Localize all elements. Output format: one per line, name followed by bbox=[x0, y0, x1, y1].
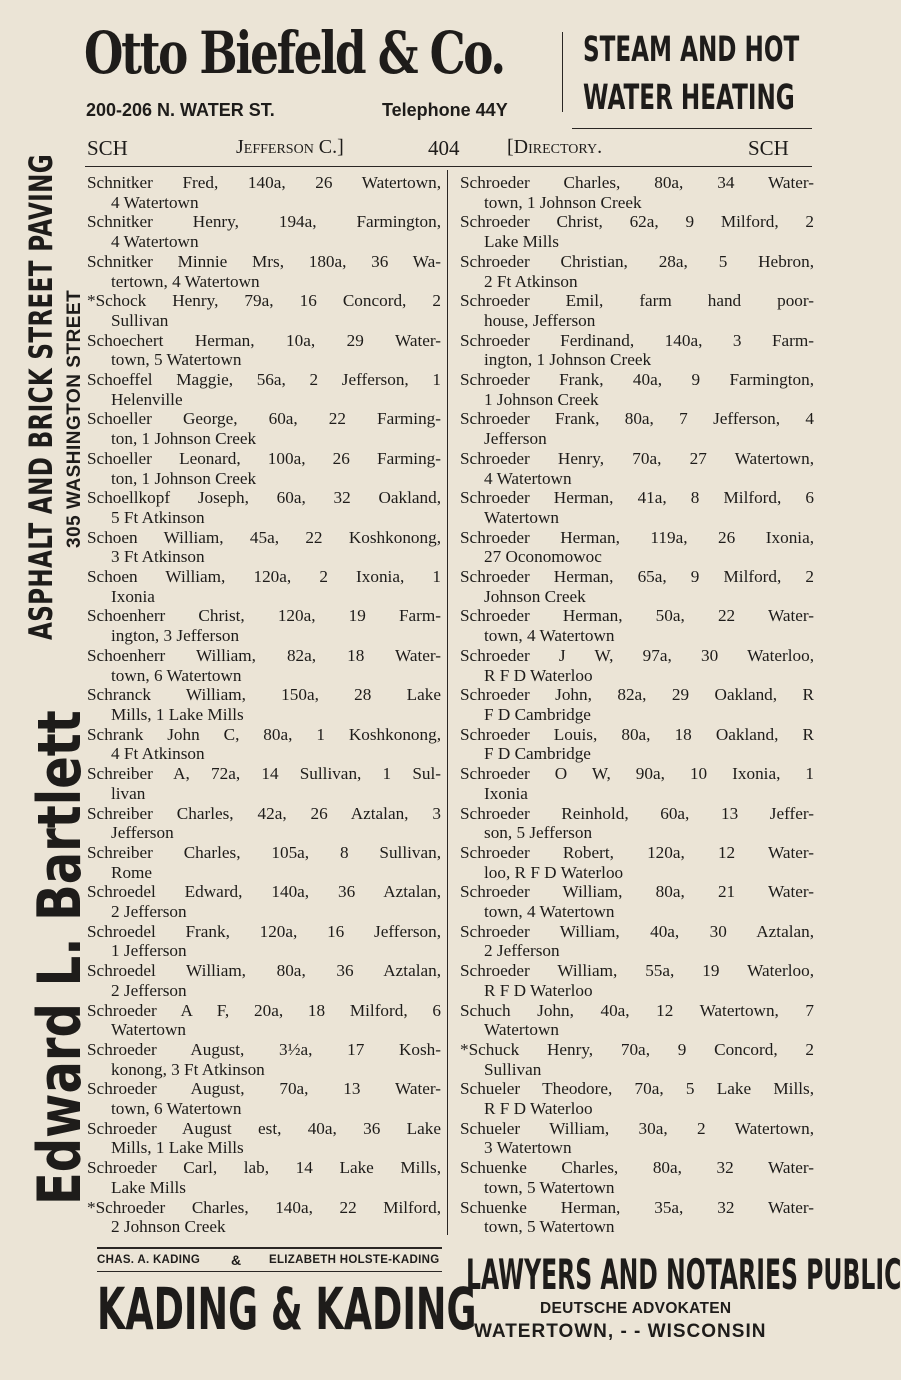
directory-entry bbox=[87, 961, 441, 1000]
services-line-1: STEAM AND HOT bbox=[583, 30, 800, 70]
directory-entry bbox=[87, 725, 441, 764]
entry-line-1: Schoeffel Maggie, 56a, 2 Jefferson, 1 bbox=[87, 370, 441, 390]
entry-line-2: Sullivan bbox=[484, 1059, 542, 1079]
entry-line-2: 2 Jefferson bbox=[111, 980, 187, 1000]
directory-entry bbox=[87, 488, 441, 527]
directory-entry bbox=[87, 685, 441, 724]
entry-line-1: Schroeder Louis, 80a, 18 Oakland, R bbox=[460, 724, 814, 744]
entry-line-1: Schranck William, 150a, 28 Lake bbox=[87, 685, 441, 705]
entry-line-1: Schroeder Herman, 50a, 22 Water- bbox=[460, 606, 814, 626]
lawyers-subtitle: DEUTSCHE ADVOKATEN bbox=[540, 1300, 732, 1317]
entry-line-2: town, 5 Watertown bbox=[111, 350, 242, 370]
directory-entry bbox=[87, 1079, 441, 1118]
entry-line-2: ington, 1 Johnson Creek bbox=[484, 350, 652, 370]
entry-line-2: R F D Waterloo bbox=[484, 665, 593, 685]
entry-line-1: Schuch John, 40a, 12 Watertown, 7 bbox=[460, 1000, 814, 1020]
entry-line-1: Schroeder Carl, lab, 14 Lake Mills, bbox=[87, 1158, 441, 1178]
entry-line-2: 2 Jefferson bbox=[484, 941, 560, 961]
entry-line-1: Schroeder William, 40a, 30 Aztalan, bbox=[460, 921, 814, 941]
directory-entry bbox=[87, 370, 441, 409]
entry-line-2: ton, 1 Johnson Creek bbox=[111, 429, 257, 449]
entry-line-2: Mills, 1 Lake Mills bbox=[111, 704, 244, 724]
entry-line-2: 1 Johnson Creek bbox=[484, 389, 599, 409]
entry-line-2: 4 Ft Atkinson bbox=[111, 744, 205, 764]
directory-entry bbox=[460, 252, 814, 291]
directory-entry bbox=[87, 606, 441, 645]
entry-line-1: *Schock Henry, 79a, 16 Concord, 2 bbox=[87, 291, 441, 311]
entry-line-1: Schroeder August, 70a, 13 Water- bbox=[87, 1079, 441, 1099]
entry-line-1: Schroeder O W, 90a, 10 Ixonia, 1 bbox=[460, 764, 814, 784]
entry-line-1: Schroeder J W, 97a, 30 Waterloo, bbox=[460, 645, 814, 665]
directory-entry bbox=[460, 882, 814, 921]
entry-line-2: Mills, 1 Lake Mills bbox=[111, 1138, 244, 1158]
directory-entry bbox=[460, 567, 814, 606]
directory-entry bbox=[87, 646, 441, 685]
entry-line-2: 3 Watertown bbox=[484, 1138, 572, 1158]
left-column bbox=[87, 173, 441, 1237]
entry-line-1: Schroeder William, 80a, 21 Water- bbox=[460, 882, 814, 902]
entry-line-2: 3 Ft Atkinson bbox=[111, 547, 205, 567]
entry-line-1: Schroeder John, 82a, 29 Oakland, R bbox=[460, 685, 814, 705]
entry-line-1: Schoechert Herman, 10a, 29 Water- bbox=[87, 330, 441, 350]
directory-entry bbox=[460, 370, 814, 409]
directory-entry bbox=[460, 685, 814, 724]
entry-line-2: town, 6 Watertown bbox=[111, 1099, 242, 1119]
entry-line-1: Schroeder Emil, farm hand poor- bbox=[460, 291, 814, 311]
bottom-ad-rule-mid bbox=[97, 1271, 442, 1272]
entry-line-2: konong, 3 Ft Atkinson bbox=[111, 1059, 265, 1079]
entry-line-2: 2 Jefferson bbox=[111, 902, 187, 922]
directory-entry bbox=[87, 843, 441, 882]
entry-line-1: Schroeder August, 3½a, 17 Kosh- bbox=[87, 1039, 441, 1059]
bottom-ad-rule-top bbox=[97, 1247, 442, 1249]
entry-line-2: R F D Waterloo bbox=[484, 1099, 593, 1119]
entry-line-2: Rome bbox=[111, 862, 153, 882]
entry-line-1: Schrank John C, 80a, 1 Koshkonong, bbox=[87, 724, 441, 744]
entry-line-2: Sullivan bbox=[111, 310, 169, 330]
entry-line-1: Schroeder William, 55a, 19 Waterloo, bbox=[460, 961, 814, 981]
entry-line-1: *Schroeder Charles, 140a, 22 Milford, bbox=[87, 1197, 441, 1217]
bartlett-ad bbox=[25, 587, 95, 1205]
entry-line-2: son, 5 Jefferson bbox=[484, 823, 593, 843]
directory-entry bbox=[87, 252, 441, 291]
entry-line-2: Watertown bbox=[484, 507, 559, 527]
directory-entry bbox=[460, 764, 814, 803]
entry-line-2: ton, 1 Johnson Creek bbox=[111, 468, 257, 488]
entry-line-2: Jefferson bbox=[111, 823, 174, 843]
law-partners bbox=[97, 1252, 440, 1268]
directory-entry bbox=[87, 449, 441, 488]
column-divider bbox=[447, 170, 448, 1235]
header-county: Jefferson C.] bbox=[236, 136, 344, 158]
directory-entry bbox=[460, 961, 814, 1000]
entry-line-1: Schnitker Minnie Mrs, 180a, 36 Wa- bbox=[87, 251, 441, 271]
entry-line-1: *Schuck Henry, 70a, 9 Concord, 2 bbox=[460, 1039, 814, 1059]
advertiser-services bbox=[583, 26, 799, 122]
ad-divider bbox=[562, 32, 563, 112]
entry-line-1: Schoenherr William, 82a, 18 Water- bbox=[87, 645, 441, 665]
partner-1: CHAS. A. KADING bbox=[97, 1254, 201, 1266]
entry-line-2: 5 Ft Atkinson bbox=[111, 507, 205, 527]
entry-line-2: 4 Watertown bbox=[484, 468, 572, 488]
law-firm-name: KADING & KADING bbox=[97, 1275, 477, 1343]
entry-line-1: Schroeder Herman, 119a, 26 Ixonia, bbox=[460, 527, 814, 547]
directory-entry bbox=[87, 409, 441, 448]
directory-entry bbox=[460, 1119, 814, 1158]
advertiser-phone: Telephone 44Y bbox=[382, 100, 508, 120]
top-advertisement bbox=[0, 0, 851, 130]
entry-line-2: 4 Watertown bbox=[111, 192, 199, 212]
entry-line-2: 27 Oconomowoc bbox=[484, 547, 602, 567]
header-section: [Directory. bbox=[507, 136, 603, 158]
directory-entry bbox=[87, 567, 441, 606]
lawyers-city: WATERTOWN, - - WISCONSIN bbox=[474, 1321, 767, 1342]
entry-line-1: Schroedel Frank, 120a, 16 Jefferson, bbox=[87, 921, 441, 941]
entry-line-1: Schroeder Henry, 70a, 27 Watertown, bbox=[460, 448, 814, 468]
header-left-abbr: SCH bbox=[87, 136, 128, 160]
directory-entry bbox=[460, 725, 814, 764]
entry-line-2: town, 6 Watertown bbox=[111, 665, 242, 685]
header-rule-bottom bbox=[85, 166, 812, 167]
paving-ad bbox=[22, 0, 60, 640]
entry-line-2: Jefferson bbox=[484, 429, 547, 449]
entry-line-2: town, 5 Watertown bbox=[484, 1217, 615, 1237]
directory-entry bbox=[460, 1001, 814, 1040]
entry-line-2: Ixonia bbox=[484, 783, 528, 803]
directory-entry bbox=[460, 804, 814, 843]
entry-line-1: Schreiber A, 72a, 14 Sullivan, 1 Sul- bbox=[87, 764, 441, 784]
entry-line-1: Schroeder Herman, 65a, 9 Milford, 2 bbox=[460, 567, 814, 587]
entry-line-1: Schreiber Charles, 42a, 26 Aztalan, 3 bbox=[87, 803, 441, 823]
entry-line-1: Schueler William, 30a, 2 Watertown, bbox=[460, 1118, 814, 1138]
entry-line-1: Schroedel William, 80a, 36 Aztalan, bbox=[87, 961, 441, 981]
entry-line-1: Schroeder Ferdinand, 140a, 3 Farm- bbox=[460, 330, 814, 350]
entry-line-2: loo, R F D Waterloo bbox=[484, 862, 624, 882]
header-right-abbr: SCH bbox=[748, 136, 789, 160]
entry-line-1: Schnitker Henry, 194a, Farmington, bbox=[87, 212, 441, 232]
directory-entry bbox=[460, 409, 814, 448]
directory-entry bbox=[460, 528, 814, 567]
entry-line-2: livan bbox=[111, 783, 146, 803]
entry-line-2: town, 1 Johnson Creek bbox=[484, 192, 642, 212]
entry-line-2: Watertown bbox=[111, 1020, 186, 1040]
services-line-2: WATER HEATING bbox=[583, 78, 795, 118]
directory-entry bbox=[460, 606, 814, 645]
directory-entry bbox=[87, 922, 441, 961]
directory-entry bbox=[460, 1158, 814, 1197]
directory-entry bbox=[87, 173, 441, 212]
directory-entry bbox=[460, 488, 814, 527]
entry-line-2: house, Jefferson bbox=[484, 310, 596, 330]
header-rule-top bbox=[572, 128, 812, 129]
entry-line-1: Schoen William, 45a, 22 Koshkonong, bbox=[87, 527, 441, 547]
entry-line-1: Schoeller George, 60a, 22 Farming- bbox=[87, 409, 441, 429]
entry-line-2: Lake Mills bbox=[111, 1177, 186, 1197]
entry-line-1: Schoenherr Christ, 120a, 19 Farm- bbox=[87, 606, 441, 626]
entry-line-1: Schuenke Herman, 35a, 32 Water- bbox=[460, 1197, 814, 1217]
directory-entry bbox=[460, 331, 814, 370]
entry-line-2: ington, 3 Jefferson bbox=[111, 626, 240, 646]
paving-ad-text: ASPHALT AND BRICK STREET PAVING bbox=[22, 153, 60, 640]
entry-line-1: Schroeder Herman, 41a, 8 Milford, 6 bbox=[460, 488, 814, 508]
directory-entry bbox=[87, 1040, 441, 1079]
bartlett-name: Edward L. Bartlett bbox=[25, 710, 95, 1205]
directory-entry bbox=[460, 291, 814, 330]
directory-entry bbox=[87, 528, 441, 567]
entry-line-1: Schroeder Christ, 62a, 9 Milford, 2 bbox=[460, 212, 814, 232]
directory-entry bbox=[87, 1158, 441, 1197]
entry-line-2: Ixonia bbox=[111, 586, 155, 606]
directory-entry bbox=[460, 173, 814, 212]
street-ad: 305 WASHINGTON STREET bbox=[64, 289, 85, 548]
entry-line-2: R F D Waterloo bbox=[484, 980, 593, 1000]
header-page-number: 404 bbox=[428, 136, 460, 160]
entry-line-1: Schroeder Christian, 28a, 5 Hebron, bbox=[460, 251, 814, 271]
entry-line-1: Schroeder Robert, 120a, 12 Water- bbox=[460, 842, 814, 862]
entry-line-1: Schoen William, 120a, 2 Ixonia, 1 bbox=[87, 567, 441, 587]
entry-line-2: Johnson Creek bbox=[484, 586, 586, 606]
lawyers-title: LAWYERS AND NOTARIES PUBLIC bbox=[466, 1250, 901, 1299]
entry-line-2: Helenville bbox=[111, 389, 183, 409]
directory-entry bbox=[87, 212, 441, 251]
directory-entry bbox=[460, 922, 814, 961]
entry-line-2: town, 4 Watertown bbox=[484, 902, 615, 922]
directory-entry bbox=[460, 449, 814, 488]
entry-line-1: Schroeder Frank, 40a, 9 Farmington, bbox=[460, 370, 814, 390]
entry-line-1: Schoellkopf Joseph, 60a, 32 Oakland, bbox=[87, 488, 441, 508]
entry-line-2: Watertown bbox=[484, 1020, 559, 1040]
entry-line-2: 4 Watertown bbox=[111, 232, 199, 252]
directory-entry bbox=[460, 1040, 814, 1079]
entry-line-2: 1 Jefferson bbox=[111, 941, 187, 961]
entry-line-2: town, 5 Watertown bbox=[484, 1177, 615, 1197]
entry-line-1: Schueler Theodore, 70a, 5 Lake Mills, bbox=[460, 1079, 814, 1099]
partner-2: ELIZABETH HOLSTE-KADING bbox=[269, 1254, 440, 1266]
directory-entry bbox=[87, 291, 441, 330]
entry-line-1: Schroeder Charles, 80a, 34 Water- bbox=[460, 173, 814, 192]
entry-line-2: F D Cambridge bbox=[484, 744, 591, 764]
directory-entry bbox=[460, 1198, 814, 1237]
advertiser-address: 200-206 N. WATER ST. bbox=[86, 100, 275, 120]
entry-line-2: Lake Mills bbox=[484, 232, 559, 252]
entry-line-2: 2 Johnson Creek bbox=[111, 1217, 226, 1237]
directory-entry bbox=[87, 1119, 441, 1158]
entry-line-1: Schroeder Reinhold, 60a, 13 Jeffer- bbox=[460, 803, 814, 823]
entry-line-2: F D Cambridge bbox=[484, 704, 591, 724]
directory-entry bbox=[87, 804, 441, 843]
advertiser-name: Otto Biefeld & Co. bbox=[84, 19, 504, 87]
entry-line-2: tertown, 4 Watertown bbox=[111, 271, 260, 291]
directory-entry bbox=[87, 882, 441, 921]
directory-entry bbox=[460, 1079, 814, 1118]
entry-line-1: Schroeder August est, 40a, 36 Lake bbox=[87, 1118, 441, 1138]
directory-entry bbox=[87, 1001, 441, 1040]
entry-line-1: Schreiber Charles, 105a, 8 Sullivan, bbox=[87, 842, 441, 862]
entry-line-1: Schroedel Edward, 140a, 36 Aztalan, bbox=[87, 882, 441, 902]
entry-line-1: Schroeder A F, 20a, 18 Milford, 6 bbox=[87, 1000, 441, 1020]
entry-line-1: Schuenke Charles, 80a, 32 Water- bbox=[460, 1158, 814, 1178]
directory-entry bbox=[87, 1198, 441, 1237]
entry-line-2: town, 4 Watertown bbox=[484, 626, 615, 646]
partner-ampersand: & bbox=[231, 1252, 242, 1268]
entry-line-1: Schnitker Fred, 140a, 26 Watertown, bbox=[87, 173, 441, 192]
entry-line-2: 2 Ft Atkinson bbox=[484, 271, 578, 291]
directory-entry bbox=[87, 331, 441, 370]
directory-entry bbox=[460, 843, 814, 882]
directory-entry bbox=[87, 764, 441, 803]
directory-entry bbox=[460, 212, 814, 251]
entry-line-1: Schroeder Frank, 80a, 7 Jefferson, 4 bbox=[460, 409, 814, 429]
directory-entry bbox=[460, 646, 814, 685]
right-column bbox=[460, 173, 814, 1237]
entry-line-1: Schoeller Leonard, 100a, 26 Farming- bbox=[87, 448, 441, 468]
